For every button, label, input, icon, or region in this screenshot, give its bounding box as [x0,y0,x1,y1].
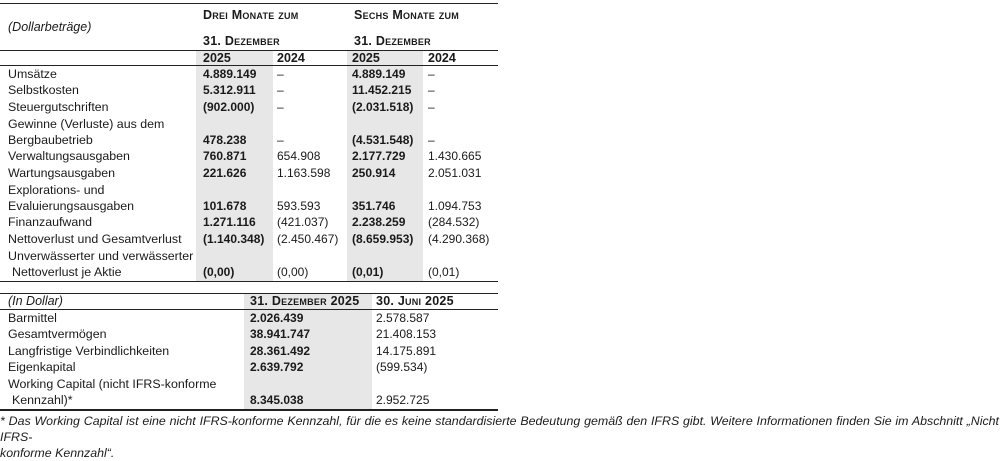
value-cell: (421.037) [277,215,329,229]
row-label-line2: Nettoverlust je Aktie [12,264,122,279]
value-cell: – [277,83,284,97]
value-cell: 351.746 [347,182,423,215]
footnote [0,414,999,461]
row-label-line2: Kennzahl)* [12,393,73,407]
table-row-working-capital [0,376,498,409]
value-cell: (0,01) [428,264,460,279]
value-cell: 478.238 [196,116,273,149]
column-header-dezember: 31. Dezember 2025 [244,294,372,310]
value-cell: (599.534) [376,360,428,374]
value-cell: 11.452.215 [347,83,423,100]
table1-body [0,66,498,282]
value-cell: (284.532) [428,215,480,229]
row-label: Umsätze [8,66,57,81]
column-header-juni: 30. Juni 2025 [376,294,454,309]
value-cell: 1.163.598 [277,165,331,180]
row-label-line2: Evaluierungsausgaben [8,198,135,213]
value-cell: 2.238.259 [347,215,423,232]
income-statement-table [0,3,498,282]
value-cell: 4.889.149 [347,66,423,83]
value-cell: (0,00) [277,264,309,279]
table-row-verlust-je-aktie [0,248,498,281]
value-cell: 5.312.911 [196,83,273,100]
value-cell: – [428,66,435,81]
value-cell: 1.094.753 [428,198,482,213]
table-row-steuergutschriften [0,99,498,116]
row-label-line1: Gewinne (Verluste) aus dem [8,116,165,131]
table1-corner-label: (Dollarbeträge) [8,20,92,34]
value-cell: 38.941.747 [244,327,372,344]
value-cell: 1.271.116 [196,215,273,232]
table2-body [0,310,498,411]
table-row-explorationsausgaben [0,182,498,215]
table2-corner-label: (In Dollar) [8,294,63,309]
table-row-nettoverlust [0,231,498,248]
value-cell: 101.678 [196,182,273,215]
table-row-finanzaufwand [0,215,498,232]
table-row-verwaltungsausgaben [0,149,498,166]
value-cell: (1.140.348) [196,231,273,248]
row-label: Selbstkosten [8,83,79,97]
value-cell: – [277,132,284,147]
group-period-label: Drei Monate zum [203,8,299,22]
row-label-line1: Unverwässerter und verwässerter [8,248,194,263]
value-cell: 221.626 [196,165,273,182]
value-cell: – [277,66,284,81]
value-cell: (2.031.518) [347,99,423,116]
year-header-spacer [0,51,196,65]
value-cell: 4.889.149 [196,66,273,83]
row-label: Finanzaufwand [8,215,93,229]
value-cell: 21.408.153 [376,327,437,341]
row-label-line2: Bergbaubetrieb [8,132,93,147]
table-row-gesamtvermoegen [0,327,498,344]
value-cell: (0,01) [347,248,423,281]
table2-header-row [0,293,498,311]
value-cell: (4.531.548) [347,116,423,149]
row-label: Wartungsausgaben [8,165,115,180]
table-row-barmittel [0,310,498,327]
group-period-label: Sechs Monate zum [354,8,460,22]
value-cell: (8.659.953) [347,231,423,248]
year-header: 2025 [347,51,423,65]
row-label: Steuergutschriften [8,99,109,114]
table-row-bergbaubetrieb [0,116,498,149]
value-cell: 2.639.792 [244,360,372,377]
row-label: Barmittel [8,310,57,325]
value-cell: 654.908 [277,149,321,163]
year-header: 2024 [277,51,305,65]
group-date-label: 31. Dezember [354,34,431,48]
value-cell: 28.361.492 [244,343,372,360]
value-cell: 760.871 [196,149,273,166]
table1-header-groups [0,3,498,50]
value-cell: – [428,83,435,97]
row-label: Langfristige Verbindlichkeiten [8,343,170,358]
value-cell: 2.177.729 [347,149,423,166]
row-label-line1: Working Capital (nicht IFRS-konforme [8,377,217,391]
table1-year-header-row [0,50,498,66]
row-label: Gesamtvermögen [8,327,107,341]
table-row-eigenkapital [0,360,498,377]
value-cell: (0,00) [196,248,273,281]
value-cell: 8.345.038 [244,376,372,409]
table-row-verbindlichkeiten [0,343,498,360]
footnote-line1: * Das Working Capital ist eine nicht IFRS-konforme Kennzahl, für die es keine standardisierte Bedeutung gemäß den IFRS gibt. Weitere Informationen finden Sie im Abschnitt „Nicht IFRS- [0,414,999,444]
value-cell: 2.952.725 [376,393,430,407]
column-group-six-months [347,4,498,50]
footnote-line2: konforme Kennzahl“. [0,445,115,460]
year-header: 2024 [428,51,456,65]
value-cell: (4.290.368) [428,231,490,246]
column-group-three-months [196,4,347,50]
table-row-umsaetze [0,66,498,83]
value-cell: 593.593 [277,198,321,213]
balance-sheet-table [0,293,498,412]
financial-report-page [0,3,1000,460]
value-cell: (2.450.467) [277,231,339,246]
table-row-wartungsausgaben [0,165,498,182]
row-label: Verwaltungsausgaben [8,149,130,163]
table-row-selbstkosten [0,83,498,100]
value-cell: 2.051.031 [428,165,482,180]
value-cell: – [428,99,435,114]
row-label: Eigenkapital [8,360,76,374]
value-cell: 2.578.587 [376,310,430,325]
value-cell: 14.175.891 [376,343,437,358]
value-cell: 2.026.439 [244,310,372,327]
value-cell: – [277,99,284,114]
year-header: 2025 [196,51,273,65]
value-cell: (902.000) [196,99,273,116]
value-cell: – [428,132,435,147]
group-date-label: 31. Dezember [203,34,280,48]
row-label: Nettoverlust und Gesamtverlust [8,231,182,246]
value-cell: 250.914 [347,165,423,182]
value-cell: 1.430.665 [428,149,482,163]
row-label-line1: Explorations- und [8,182,105,197]
